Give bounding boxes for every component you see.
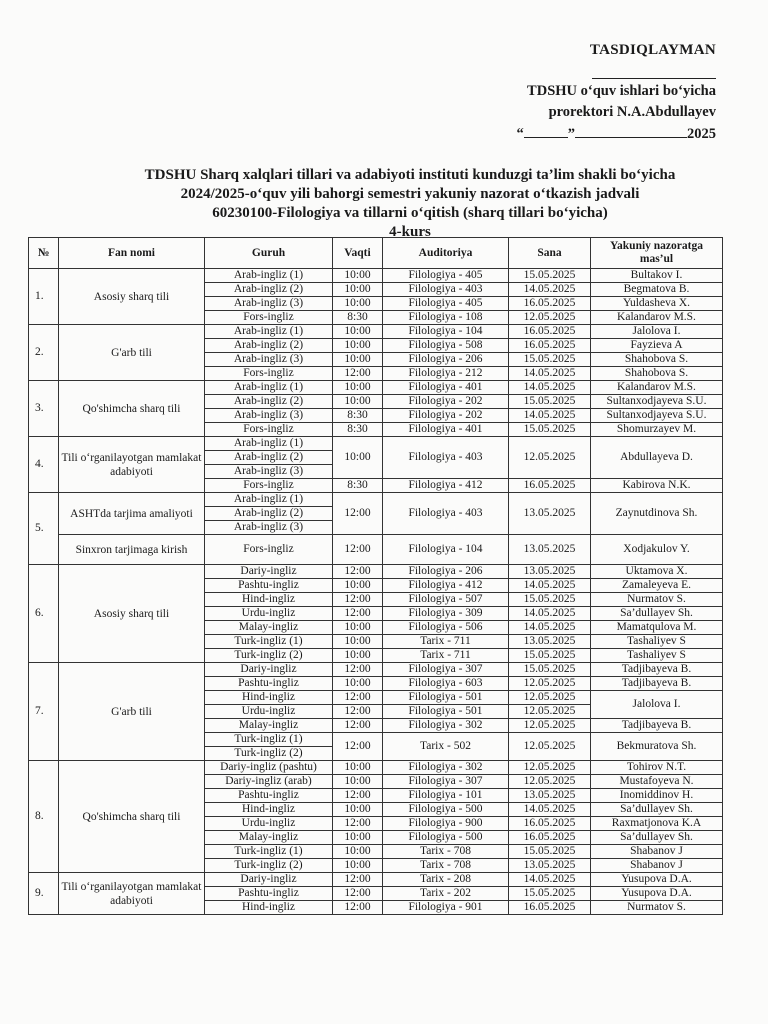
exam-date: 12.05.2025 [509,705,591,719]
exam-time: 10:00 [333,353,383,367]
exam-date: 16.05.2025 [509,479,591,493]
room: Filologiya - 500 [383,803,509,817]
group-name: Dariy-ingliz (pashtu) [205,761,333,775]
exam-time: 8:30 [333,423,383,437]
responsible-person: Nurmatov S. [591,593,723,607]
exam-date: 16.05.2025 [509,901,591,915]
responsible-person: Tashaliyev S [591,635,723,649]
table-row [29,873,723,887]
exam-date: 13.05.2025 [509,493,591,535]
exam-time: 12:00 [333,873,383,887]
exam-time: 12:00 [333,719,383,733]
responsible-person: Xodjakulov Y. [591,535,723,565]
group-name: Dariy-ingliz [205,663,333,677]
subject-name: Sinxron tarjimaga kirish [59,535,205,565]
exam-schedule-table [28,237,723,915]
subject-name: ASHTda tarjima amaliyoti [59,493,205,535]
room: Filologiya - 506 [383,621,509,635]
exam-date: 12.05.2025 [509,691,591,705]
exam-time: 8:30 [333,479,383,493]
responsible-person: Shahobova S. [591,367,723,381]
exam-time: 12:00 [333,493,383,535]
subject-name: Asosiy sharq tili [59,565,205,663]
room: Filologiya - 108 [383,311,509,325]
exam-date: 14.05.2025 [509,409,591,423]
room: Filologiya - 508 [383,339,509,353]
room: Filologiya - 900 [383,817,509,831]
group-name: Arab-ingliz (3) [205,297,333,311]
group-name: Malay-ingliz [205,831,333,845]
row-number: 1. [29,269,59,325]
exam-time: 10:00 [333,325,383,339]
table-row [29,269,723,283]
responsible-person: Sultanxodjayeva S.U. [591,395,723,409]
table-body [29,269,723,915]
group-name: Arab-ingliz (2) [205,339,333,353]
responsible-person: Shabanov J [591,845,723,859]
responsible-person: Mustafoyeva N. [591,775,723,789]
room: Filologiya - 212 [383,367,509,381]
exam-date: 12.05.2025 [509,719,591,733]
table-row [29,381,723,395]
room: Filologiya - 206 [383,353,509,367]
exam-date: 14.05.2025 [509,579,591,593]
responsible-person: Zamaleyeva E. [591,579,723,593]
table-row [29,493,723,507]
room: Filologiya - 501 [383,705,509,719]
exam-date: 15.05.2025 [509,663,591,677]
exam-date: 13.05.2025 [509,535,591,565]
responsible-person: Jalolova I. [591,325,723,339]
exam-date: 12.05.2025 [509,733,591,761]
table-row [29,565,723,579]
responsible-person: Sultanxodjayeva S.U. [591,409,723,423]
room: Filologiya - 403 [383,493,509,535]
exam-time: 10:00 [333,635,383,649]
group-name: Arab-ingliz (2) [205,283,333,297]
group-name: Arab-ingliz (1) [205,325,333,339]
table-row [29,325,723,339]
group-name: Hind-ingliz [205,901,333,915]
exam-time: 10:00 [333,845,383,859]
room: Filologiya - 307 [383,775,509,789]
room: Filologiya - 412 [383,579,509,593]
group-name: Fors-ingliz [205,423,333,437]
group-name: Arab-ingliz (1) [205,437,333,451]
approval-person: prorektori N.A.Abdullayev [548,104,716,120]
responsible-person: Uktamova X. [591,565,723,579]
responsible-person: Kalandarov M.S. [591,311,723,325]
date-month-blank [575,125,687,138]
exam-date: 15.05.2025 [509,269,591,283]
subject-name: G'arb tili [59,663,205,761]
room: Tarix - 708 [383,859,509,873]
exam-time: 12:00 [333,663,383,677]
exam-date: 12.05.2025 [509,761,591,775]
room: Filologiya - 500 [383,831,509,845]
responsible-person: Kalandarov M.S. [591,381,723,395]
row-number: 5. [29,493,59,565]
exam-time: 8:30 [333,409,383,423]
exam-time: 12:00 [333,733,383,761]
room: Filologiya - 403 [383,437,509,479]
exam-time: 12:00 [333,789,383,803]
group-name: Arab-ingliz (3) [205,409,333,423]
approval-title: TASDIQLAYMAN [589,42,716,58]
room: Filologiya - 507 [383,593,509,607]
exam-time: 10:00 [333,297,383,311]
group-name: Pashtu-ingliz [205,579,333,593]
responsible-person: Fayzieva A [591,339,723,353]
group-name: Arab-ingliz (3) [205,521,333,535]
room: Filologiya - 501 [383,691,509,705]
exam-date: 12.05.2025 [509,775,591,789]
room: Tarix - 708 [383,845,509,859]
responsible-person: Shomurzayev M. [591,423,723,437]
group-name: Turk-ingliz (2) [205,649,333,663]
room: Filologiya - 901 [383,901,509,915]
exam-date: 14.05.2025 [509,283,591,297]
group-name: Fors-ingliz [205,535,333,565]
room: Filologiya - 412 [383,479,509,493]
subject-name: Qo'shimcha sharq tili [59,761,205,873]
row-number: 6. [29,565,59,663]
exam-time: 12:00 [333,593,383,607]
exam-date: 13.05.2025 [509,789,591,803]
responsible-person: Sa’dullayev Sh. [591,803,723,817]
row-number: 3. [29,381,59,437]
exam-time: 10:00 [333,381,383,395]
subject-name: Asosiy sharq tili [59,269,205,325]
exam-date: 14.05.2025 [509,381,591,395]
group-name: Turk-ingliz (1) [205,635,333,649]
row-number: 7. [29,663,59,761]
responsible-person: Abdullayeva D. [591,437,723,479]
exam-date: 16.05.2025 [509,831,591,845]
table-row [29,761,723,775]
subject-name: Tili o‘rganilayotgan mamlakat adabiyoti [59,437,205,493]
exam-date: 14.05.2025 [509,621,591,635]
exam-time: 10:00 [333,437,383,479]
room: Tarix - 502 [383,733,509,761]
signature-line [592,77,716,79]
group-name: Pashtu-ingliz [205,677,333,691]
approval-block [476,42,716,143]
exam-date: 15.05.2025 [509,395,591,409]
exam-time: 12:00 [333,817,383,831]
responsible-person: Sa’dullayev Sh. [591,607,723,621]
table-row [29,663,723,677]
header-subject: Fan nomi [59,238,205,269]
header-room: Auditoriya [383,238,509,269]
responsible-person: Nurmatov S. [591,901,723,915]
room: Filologiya - 302 [383,761,509,775]
header-date: Sana [509,238,591,269]
room: Filologiya - 104 [383,535,509,565]
subject-name: Tili o‘rganilayotgan mamlakat adabiyoti [59,873,205,915]
exam-date: 13.05.2025 [509,859,591,873]
exam-time: 12:00 [333,691,383,705]
exam-time: 10:00 [333,859,383,873]
room: Tarix - 202 [383,887,509,901]
room: Filologiya - 603 [383,677,509,691]
group-name: Pashtu-ingliz [205,887,333,901]
group-name: Turk-ingliz (1) [205,845,333,859]
group-name: Malay-ingliz [205,621,333,635]
date-open-quote: “ [516,126,524,142]
responsible-person: Tadjibayeva B. [591,677,723,691]
exam-time: 10:00 [333,579,383,593]
responsible-person: Yusupova D.A. [591,887,723,901]
exam-time: 12:00 [333,535,383,565]
group-name: Arab-ingliz (3) [205,353,333,367]
responsible-person: Kabirova N.K. [591,479,723,493]
group-name: Dariy-ingliz (arab) [205,775,333,789]
group-name: Urdu-ingliz [205,817,333,831]
exam-time: 10:00 [333,649,383,663]
group-name: Arab-ingliz (2) [205,395,333,409]
group-name: Arab-ingliz (1) [205,269,333,283]
group-name: Fors-ingliz [205,367,333,381]
group-name: Urdu-ingliz [205,607,333,621]
date-year: 2025 [687,126,716,142]
responsible-person: Begmatova B. [591,283,723,297]
subject-name: G'arb tili [59,325,205,381]
exam-date: 14.05.2025 [509,873,591,887]
room: Filologiya - 104 [383,325,509,339]
exam-date: 14.05.2025 [509,367,591,381]
room: Tarix - 711 [383,649,509,663]
header-responsible: Yakuniy nazoratga mas’ul [591,238,723,269]
room: Filologiya - 302 [383,719,509,733]
exam-time: 10:00 [333,831,383,845]
responsible-person: Tadjibayeva B. [591,663,723,677]
table-row [29,535,723,565]
exam-date: 13.05.2025 [509,635,591,649]
exam-time: 10:00 [333,269,383,283]
group-name: Hind-ingliz [205,803,333,817]
approval-date [476,125,716,143]
exam-time: 12:00 [333,887,383,901]
exam-time: 12:00 [333,607,383,621]
document-heading [100,166,720,242]
responsible-person: Raxmatjonova K.A [591,817,723,831]
responsible-person: Tohirov N.T. [591,761,723,775]
room: Filologiya - 309 [383,607,509,621]
responsible-person: Tadjibayeva B. [591,719,723,733]
exam-date: 16.05.2025 [509,339,591,353]
room: Filologiya - 202 [383,409,509,423]
room: Tarix - 208 [383,873,509,887]
group-name: Hind-ingliz [205,691,333,705]
table-row [29,437,723,451]
responsible-person: Tashaliyev S [591,649,723,663]
group-name: Arab-ingliz (1) [205,493,333,507]
date-close-quote: ” [567,126,575,142]
group-name: Arab-ingliz (2) [205,507,333,521]
exam-date: 16.05.2025 [509,325,591,339]
group-name: Fors-ingliz [205,311,333,325]
room: Filologiya - 307 [383,663,509,677]
room: Filologiya - 401 [383,423,509,437]
room: Filologiya - 206 [383,565,509,579]
exam-date: 12.05.2025 [509,677,591,691]
responsible-person: Sa’dullayev Sh. [591,831,723,845]
room: Tarix - 711 [383,635,509,649]
header-no: № [29,238,59,269]
exam-time: 10:00 [333,395,383,409]
responsible-person: Zaynutdinova Sh. [591,493,723,535]
exam-date: 15.05.2025 [509,423,591,437]
responsible-person: Shahobova S. [591,353,723,367]
group-name: Turk-ingliz (2) [205,859,333,873]
heading-line-2: 2024/2025-o‘quv yili bahorgi semestri yakuniy nazorat o‘tkazish jadvali [180,186,640,202]
exam-time: 12:00 [333,367,383,381]
exam-time: 10:00 [333,775,383,789]
exam-date: 15.05.2025 [509,845,591,859]
heading-course: 4-kurs [389,224,431,240]
date-day-blank [524,125,568,138]
exam-time: 12:00 [333,565,383,579]
row-number: 4. [29,437,59,493]
exam-date: 16.05.2025 [509,297,591,311]
exam-time: 12:00 [333,705,383,719]
group-name: Pashtu-ingliz [205,789,333,803]
approval-position: TDSHU o‘quv ishlari bo‘yicha [527,83,716,99]
group-name: Dariy-ingliz [205,873,333,887]
exam-time: 10:00 [333,803,383,817]
exam-time: 10:00 [333,761,383,775]
exam-time: 10:00 [333,339,383,353]
group-name: Turk-ingliz (2) [205,747,333,761]
exam-date: 15.05.2025 [509,353,591,367]
group-name: Arab-ingliz (1) [205,381,333,395]
responsible-person: Yuldasheva X. [591,297,723,311]
exam-date: 14.05.2025 [509,607,591,621]
group-name: Turk-ingliz (1) [205,733,333,747]
responsible-person: Bultakov I. [591,269,723,283]
exam-date: 16.05.2025 [509,817,591,831]
exam-date: 15.05.2025 [509,649,591,663]
exam-date: 12.05.2025 [509,437,591,479]
room: Filologiya - 405 [383,269,509,283]
exam-time: 10:00 [333,283,383,297]
group-name: Dariy-ingliz [205,565,333,579]
header-time: Vaqti [333,238,383,269]
group-name: Arab-ingliz (2) [205,451,333,465]
group-name: Arab-ingliz (3) [205,465,333,479]
room: Filologiya - 405 [383,297,509,311]
responsible-person: Mamatqulova M. [591,621,723,635]
exam-date: 14.05.2025 [509,803,591,817]
exam-date: 15.05.2025 [509,593,591,607]
room: Filologiya - 202 [383,395,509,409]
exam-time: 10:00 [333,677,383,691]
group-name: Urdu-ingliz [205,705,333,719]
header-group: Guruh [205,238,333,269]
table-header-row [29,238,723,269]
exam-time: 8:30 [333,311,383,325]
group-name: Malay-ingliz [205,719,333,733]
row-number: 8. [29,761,59,873]
responsible-person: Shabanov J [591,859,723,873]
room: Filologiya - 403 [383,283,509,297]
room: Filologiya - 101 [383,789,509,803]
group-name: Fors-ingliz [205,479,333,493]
exam-date: 13.05.2025 [509,565,591,579]
row-number: 2. [29,325,59,381]
exam-time: 10:00 [333,621,383,635]
group-name: Hind-ingliz [205,593,333,607]
responsible-person: Inomiddinov H. [591,789,723,803]
responsible-person: Jalolova I. [591,691,723,719]
exam-date: 12.05.2025 [509,311,591,325]
exam-date: 15.05.2025 [509,887,591,901]
responsible-person: Bekmuratova Sh. [591,733,723,761]
subject-name: Qo'shimcha sharq tili [59,381,205,437]
room: Filologiya - 401 [383,381,509,395]
heading-line-3: 60230100-Filologiya va tillarni o‘qitish (sharq tillari bo‘yicha) [212,205,608,221]
row-number: 9. [29,873,59,915]
responsible-person: Yusupova D.A. [591,873,723,887]
exam-time: 12:00 [333,901,383,915]
heading-line-1: TDSHU Sharq xalqlari tillari va adabiyoti instituti kunduzgi ta’lim shakli bo‘yicha [144,167,676,183]
